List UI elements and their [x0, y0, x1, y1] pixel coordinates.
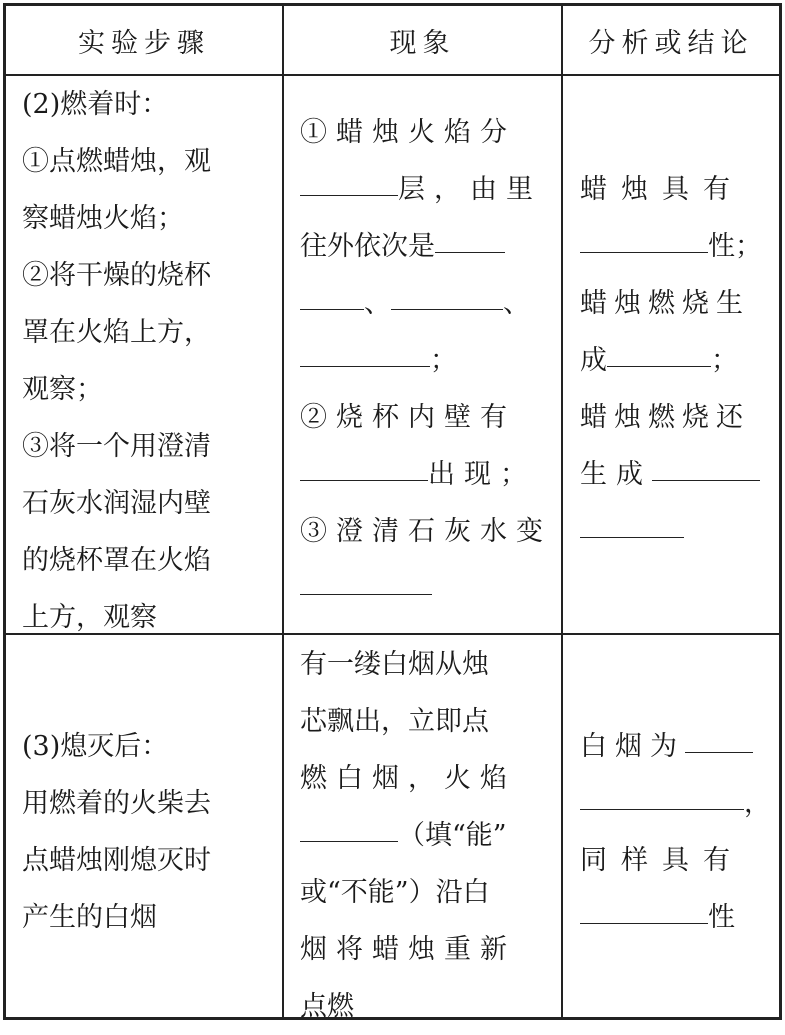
- row2-conclusion-cell: [580, 161, 762, 560]
- header-phenomenon: 现象: [389, 27, 456, 59]
- answer-blank: [580, 503, 684, 538]
- row3-conclusion-cell: [580, 718, 771, 946]
- answer-blank: [652, 446, 760, 481]
- phenomenon-line: 或“不能”）沿白: [300, 877, 490, 908]
- conclusion-line: 蜡烛燃烧生: [580, 288, 750, 319]
- phenomenon-line: 烟将蜡烛重新: [300, 934, 516, 965]
- answer-blank: [685, 718, 753, 753]
- row2-step-line: 观察；: [22, 374, 103, 405]
- row2-phenomenon-cell: [300, 104, 552, 617]
- answer-blank: [435, 218, 505, 253]
- row2-step-line: ②将干燥的烧杯: [22, 260, 211, 291]
- row2-step-line: 上方，观察: [22, 602, 157, 633]
- phenomenon-line: ①蜡烛火焰分: [300, 117, 516, 148]
- row2-step-cell: [22, 76, 211, 646]
- row3-step-line: 产生的白烟: [22, 902, 157, 933]
- answer-blank: [391, 275, 503, 310]
- answer-blank: [300, 275, 364, 310]
- column-divider-2: [561, 6, 563, 1017]
- header-conclusion: 分析或结论: [588, 27, 754, 59]
- phenomenon-line: ②烧杯内壁有: [300, 402, 516, 433]
- answer-blank: [607, 332, 711, 367]
- phenomenon-line: ③澄清石灰水变: [300, 516, 552, 547]
- row2-step-line: 罩在火焰上方，: [22, 317, 211, 348]
- conclusion-line: 蜡烛燃烧还: [580, 402, 750, 433]
- row3-step-line: 用燃着的火柴去: [22, 788, 211, 819]
- phenomenon-line: 点燃: [300, 991, 354, 1022]
- separator-text: 、: [364, 288, 391, 319]
- header-step: 实验步骤: [78, 27, 210, 59]
- conclusion-line: 同样具有: [580, 845, 744, 876]
- column-divider-1: [282, 6, 284, 1017]
- conclusion-text: 生成: [580, 459, 652, 490]
- conclusion-text: ；: [711, 345, 738, 376]
- experiment-table: [3, 3, 782, 1020]
- conclusion-text: 成: [580, 345, 607, 376]
- phenomenon-text: ；: [430, 345, 457, 376]
- row2-step-line: ③将一个用澄清: [22, 431, 211, 462]
- phenomenon-text: （填“能”: [398, 820, 507, 851]
- phenomenon-line: 芯飘出，立即点: [300, 706, 489, 737]
- separator-text: 、: [503, 288, 530, 319]
- phenomenon-line: 有一缕白烟从烛: [300, 649, 489, 680]
- row2-step-line: 石灰水润湿内壁: [22, 488, 211, 519]
- row3-step-line: (3)熄灭后：: [22, 731, 169, 762]
- conclusion-text: ，: [744, 788, 771, 819]
- answer-blank: [580, 775, 744, 810]
- phenomenon-text: 往外依次是: [300, 231, 435, 262]
- answer-blank: [580, 889, 708, 924]
- phenomenon-line: 燃白烟，火焰: [300, 763, 516, 794]
- answer-blank: [300, 807, 398, 842]
- row2-step-line: (2)燃着时：: [22, 89, 169, 120]
- answer-blank: [300, 446, 428, 481]
- answer-blank: [300, 560, 432, 595]
- conclusion-text: 白烟为: [580, 731, 685, 762]
- conclusion-text: 性: [708, 902, 735, 933]
- row2-step-line: 的烧杯罩在火焰: [22, 545, 211, 576]
- conclusion-text: 性；: [708, 231, 762, 262]
- phenomenon-text: 出现；: [428, 459, 536, 490]
- row2-step-line: ①点燃蜡烛，观: [22, 146, 211, 177]
- conclusion-line: 蜡烛具有: [580, 174, 744, 205]
- answer-blank: [580, 218, 708, 253]
- row3-step-line: 点蜡烛刚熄灭时: [22, 845, 211, 876]
- row3-step-cell: [22, 718, 211, 946]
- phenomenon-text: 层，由里: [398, 174, 542, 205]
- answer-blank: [300, 332, 430, 367]
- row2-step-line: 察蜡烛火焰；: [22, 203, 184, 234]
- answer-blank: [300, 161, 398, 196]
- row3-phenomenon-cell: [300, 636, 516, 1035]
